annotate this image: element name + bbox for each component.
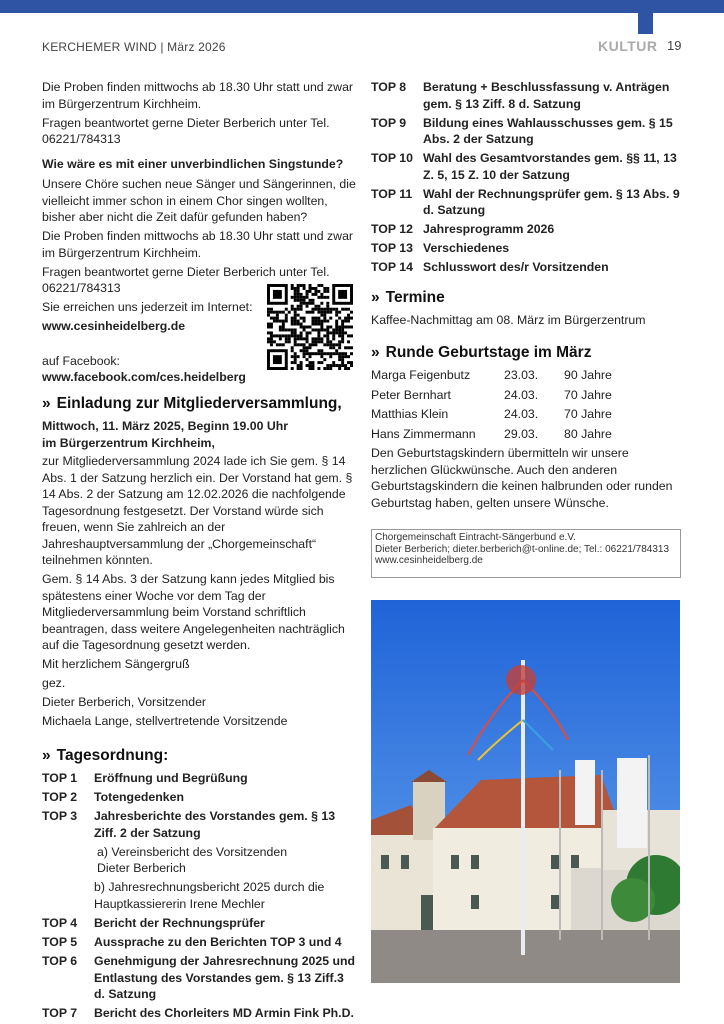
agenda-number: TOP 9 — [371, 115, 407, 130]
facebook-label: auf Facebook: — [42, 353, 120, 368]
agenda-title: Bericht des Chorleiters MD Armin Fink Ph.D. — [94, 1006, 354, 1020]
chevron-icon: » — [371, 288, 380, 306]
left-column — [42, 79, 358, 1024]
agenda-title: Jahresberichte des Vorstandes gem. § 13 Ziff. 2 der Satzung — [94, 809, 336, 840]
publication-header: KERCHEMER WIND | März 2026 — [42, 40, 226, 54]
termine-heading — [371, 290, 683, 307]
agenda-item — [42, 915, 358, 932]
right-column — [371, 79, 683, 578]
birthday-row — [371, 406, 683, 423]
agenda-item — [371, 79, 683, 112]
heading-text: Einladung zur Mitgliederversammlung, — [56, 394, 342, 412]
question: Wie wäre es mit einer unverbindlichen Singstunde? — [42, 156, 344, 171]
agenda-title: Beratung + Beschlussfassung v. Anträgen gem. § 13 Ziff. 8 d. Satzung — [423, 80, 670, 111]
section-label: KULTUR — [598, 38, 658, 54]
top-bar — [0, 0, 724, 13]
termine-text: Kaffee-Nachmittag am 08. März im Bürgerzentrum — [371, 313, 646, 327]
maypole-photo — [371, 600, 680, 983]
signature: Michaela Lange, stellvertretende Vorsitzende — [42, 714, 288, 728]
agenda-sub: a) Vereinsbericht des Vorsitzenden Dieter Berberich — [97, 844, 288, 875]
agenda-number: TOP 5 — [42, 935, 78, 949]
agenda-title: Verschiedenes — [423, 241, 510, 255]
qr-code — [267, 284, 353, 370]
agenda-number: TOP 10 — [371, 151, 413, 165]
agenda-item — [42, 789, 358, 806]
birthday-date: 29.03. — [504, 426, 539, 441]
paragraph: zur Mitgliederversammlung 2024 lade ich Sie gem. § 14 Abs. 1 der Satzung herzlich ein. Der Vorstand hat gem. § 14 Abs. 2 der Satzung am 12.02.2026 die nachfolgende Tagesordnung festgesetzt. Der Vorstand würde sich freuen, wenn Sie zahlreich an der Jahreshauptversammlung der „Chorgemeinschaft“ teilnehmen könnten. — [42, 454, 353, 567]
section-tab — [638, 13, 653, 34]
agenda-number: TOP 14 — [371, 260, 413, 274]
agenda-number: TOP 8 — [371, 80, 407, 94]
gez: gez. — [42, 676, 66, 690]
agenda-item — [371, 115, 683, 148]
birthday-name: Matthias Klein — [371, 407, 449, 421]
agenda-sub: b) Jahresrechnungsbericht 2025 durch die Hauptkassiererin Irene Mechler — [94, 880, 325, 911]
birthday-date: 24.03. — [504, 387, 539, 402]
agenda-item — [371, 259, 683, 276]
birthday-row — [371, 387, 683, 404]
birthdays-heading — [371, 345, 683, 362]
place: im Bürgerzentrum Kirchheim, — [42, 435, 215, 450]
greeting: Mit herzlichem Sängergruß — [42, 657, 190, 671]
agenda-title: Wahl der Rechnungsprüfer gem. § 13 Abs. 9 d. Satzung — [423, 186, 680, 217]
internet-label: Sie erreichen uns jederzeit im Internet: — [42, 300, 253, 314]
agenda-title: Bericht der Rechnungsprüfer — [94, 916, 265, 930]
agenda-title: Aussprache zu den Berichten TOP 3 und 4 — [94, 935, 342, 949]
page-number: 19 — [667, 38, 682, 53]
heading-text: Runde Geburtstage im März — [385, 343, 592, 361]
chevron-icon: » — [371, 343, 380, 361]
agenda-title: Wahl des Gesamtvorstandes gem. §§ 11, 13 Z. 5, 15 Z. 10 der Satzung — [423, 151, 677, 182]
paragraph: Fragen beantwortet gerne Dieter Berberich unter Tel. 06221/784313 — [42, 264, 330, 295]
birthday-age: 90 Jahre — [564, 368, 612, 382]
agenda-title: Eröffnung und Begrüßung — [94, 771, 248, 785]
agenda-item — [42, 953, 358, 1003]
agenda-item — [42, 934, 358, 951]
agenda-number: TOP 12 — [371, 222, 413, 236]
chevron-icon: » — [42, 746, 51, 764]
birthday-age: 70 Jahre — [564, 387, 612, 402]
birthday-date: 24.03. — [504, 407, 539, 421]
agenda-title: Bildung eines Wahlausschusses gem. § 15 Abs. 2 der Satzung — [423, 115, 673, 146]
facebook-link[interactable]: www.facebook.com/ces.heidelberg — [42, 370, 246, 384]
agenda-number: TOP 13 — [371, 241, 413, 255]
contact-box — [371, 529, 681, 578]
agenda-number: TOP 3 — [42, 809, 78, 823]
paragraph: Gem. § 14 Abs. 3 der Satzung kann jedes Mitglied bis spätestens einer Woche vor dem Tag der Mitgliederversammlung beim Vorstand schriftlich beantragen, dass weitere Angelegenheiten nachträglich auf die Tagesordnung gesetzt werden. — [42, 572, 345, 652]
birthday-row — [371, 367, 683, 384]
agenda-item — [42, 1005, 358, 1022]
agenda-title: Totengedenken — [94, 790, 184, 804]
agenda-item — [371, 240, 683, 257]
agenda-item — [371, 186, 683, 219]
paragraph: Die Proben finden mittwochs ab 18.30 Uhr statt und zwar im Bürgerzentrum Kirchheim. — [42, 80, 354, 111]
agenda-heading — [42, 748, 358, 765]
birthdays-text: Den Geburtstagskindern übermitteln wir unsere herzlichen Glückwünsche. Auch den anderen Geburtstagskindern die keinen halbrunden oder runden Geburtstag haben, gelten unsere Wünsche. — [371, 446, 673, 510]
agenda-title: Schlusswort des/r Vorsitzenden — [423, 260, 609, 274]
agenda-item — [42, 770, 358, 787]
agenda-number: TOP 6 — [42, 954, 78, 968]
birthday-row — [371, 426, 683, 443]
paragraph: Unsere Chöre suchen neue Sänger und Sängerinnen, die vielleicht immer schon in einem Chor singen wollten, bisher aber nicht die Zeit dafür gefunden haben? — [42, 177, 356, 224]
birthday-age: 70 Jahre — [564, 407, 612, 421]
invite-heading — [42, 396, 358, 413]
birthday-age: 80 Jahre — [564, 426, 612, 441]
agenda-item — [371, 221, 683, 238]
chevron-icon: » — [42, 394, 51, 412]
signature: Dieter Berberich, Vorsitzender — [42, 695, 207, 709]
agenda-title: Jahresprogramm 2026 — [423, 222, 555, 236]
contact-line[interactable]: www.cesinheidelberg.de — [375, 555, 483, 566]
date: Mittwoch, 11. März 2025, Beginn 19.00 Uhr — [42, 419, 289, 433]
paragraph: Die Proben finden mittwochs ab 18.30 Uhr statt und zwar im Bürgerzentrum Kirchheim. — [42, 229, 354, 260]
website-link[interactable]: www.cesinheidelberg.de — [42, 319, 186, 333]
agenda-item — [42, 808, 358, 841]
heading-text: Termine — [385, 288, 445, 306]
agenda-item — [371, 150, 683, 183]
agenda-number: TOP 1 — [42, 771, 78, 785]
agenda-title: Genehmigung der Jahresrechnung 2025 und Entlastung des Vorstandes gem. § 13 Ziff.3 d. Satzung — [94, 954, 356, 1001]
birthday-name: Peter Bernhart — [371, 387, 451, 402]
heading-text: Tagesordnung: — [56, 746, 169, 764]
birthday-name: Marga Feigenbutz — [371, 368, 471, 382]
invite-date — [42, 418, 358, 451]
contact-line: Dieter Berberich; dieter.berberich@t-online.de; Tel.: 06221/784313 — [375, 543, 670, 555]
birthday-date: 23.03. — [504, 368, 539, 382]
paragraph: Fragen beantwortet gerne Dieter Berberich unter Tel. 06221/784313 — [42, 115, 330, 146]
agenda-number: TOP 2 — [42, 790, 78, 804]
birthday-name: Hans Zimmermann — [371, 426, 476, 441]
contact-line: Chorgemeinschaft Eintracht-Sängerbund e.V. — [375, 532, 576, 543]
agenda-number: TOP 11 — [371, 186, 413, 201]
agenda-number: TOP 4 — [42, 916, 78, 930]
agenda-number: TOP 7 — [42, 1006, 78, 1020]
